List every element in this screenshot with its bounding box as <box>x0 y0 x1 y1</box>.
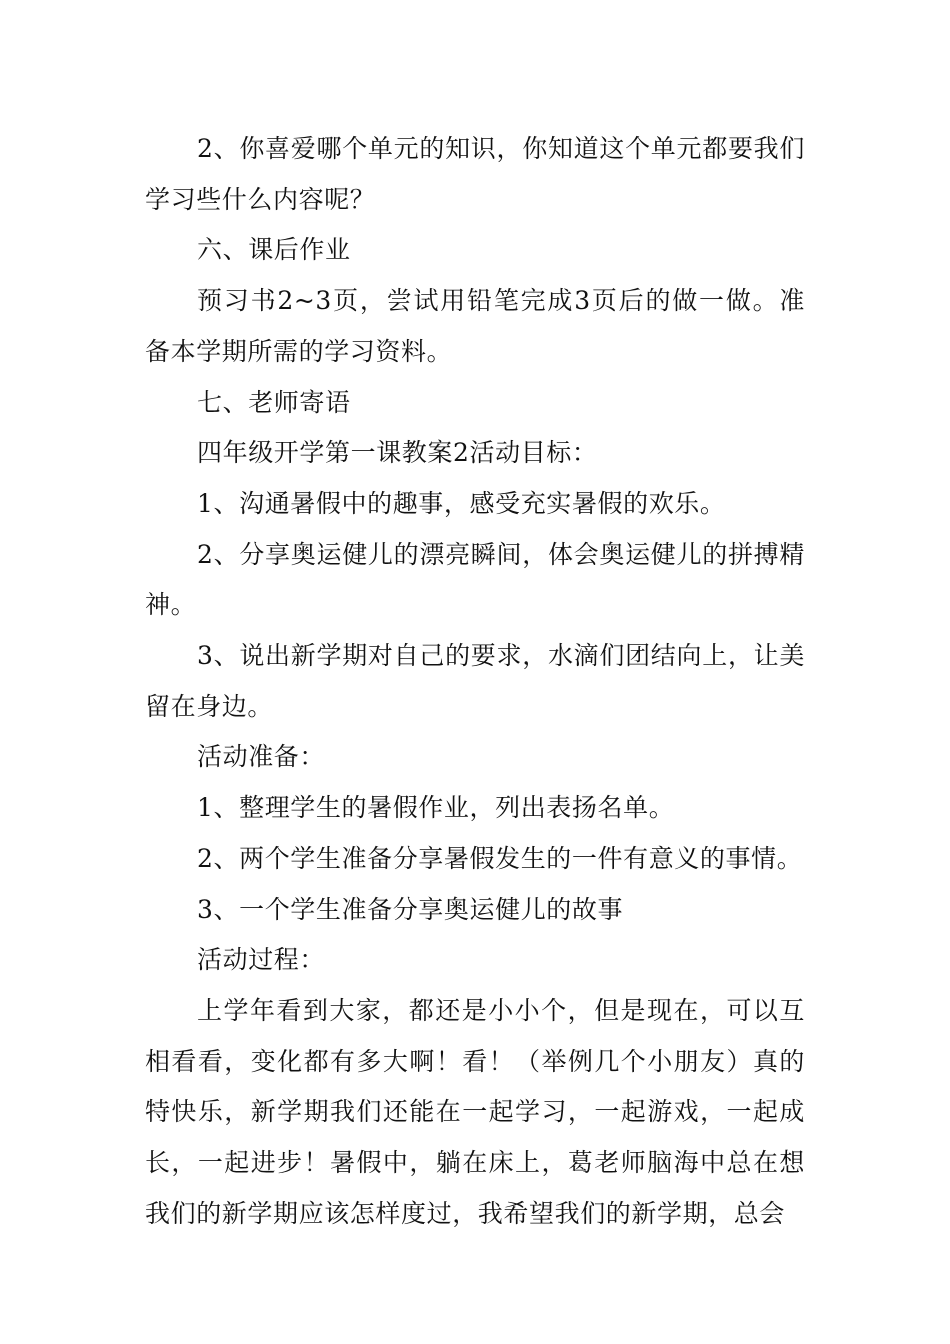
paragraph-process-body: 上学年看到大家，都还是小小个，但是现在，可以互相看看，变化都有多大啊！看！（举例几个小朋友）真的特快乐，新学期我们还能在一起学习，一起游戏，一起成长，一起进步！暑假中，躺在床上，葛老师脑海中总在想我们的新学期应该怎样度过，我希望我们的新学期，总会 <box>145 995 805 1228</box>
paragraph-homework: 预习书2~3页，尝试用铅笔完成3页后的做一做。准备本学期所需的学习资料。 <box>145 286 805 366</box>
document-body <box>145 124 805 1239</box>
heading-process: 活动过程： <box>197 945 326 975</box>
paragraph-prep-3: 3、一个学生准备分享奥运健儿的故事 <box>197 894 624 924</box>
heading-teacher-message: 七、老师寄语 <box>197 387 351 417</box>
paragraph-prep-2: 2、两个学生准备分享暑假发生的一件有意义的事情。 <box>197 843 803 873</box>
paragraph-goal-1: 1、沟通暑假中的趣事，感受充实暑假的欢乐。 <box>197 488 726 518</box>
heading-homework: 六、课后作业 <box>197 235 351 265</box>
paragraph-goal-3: 3、说出新学期对自己的要求，水滴们团结向上，让美留在身边。 <box>145 641 805 721</box>
paragraph-goal-2: 2、分享奥运健儿的漂亮瞬间，体会奥运健儿的拼搏精神。 <box>145 539 805 620</box>
paragraph-question-unit: 2、你喜爱哪个单元的知识，你知道这个单元都要我们学习些什么内容呢？ <box>145 134 805 214</box>
heading-preparation: 活动准备： <box>197 742 326 772</box>
paragraph-prep-1: 1、整理学生的暑假作业，列出表扬名单。 <box>197 793 675 823</box>
paragraph-lesson-plan-title: 四年级开学第一课教案2活动目标： <box>197 438 598 468</box>
